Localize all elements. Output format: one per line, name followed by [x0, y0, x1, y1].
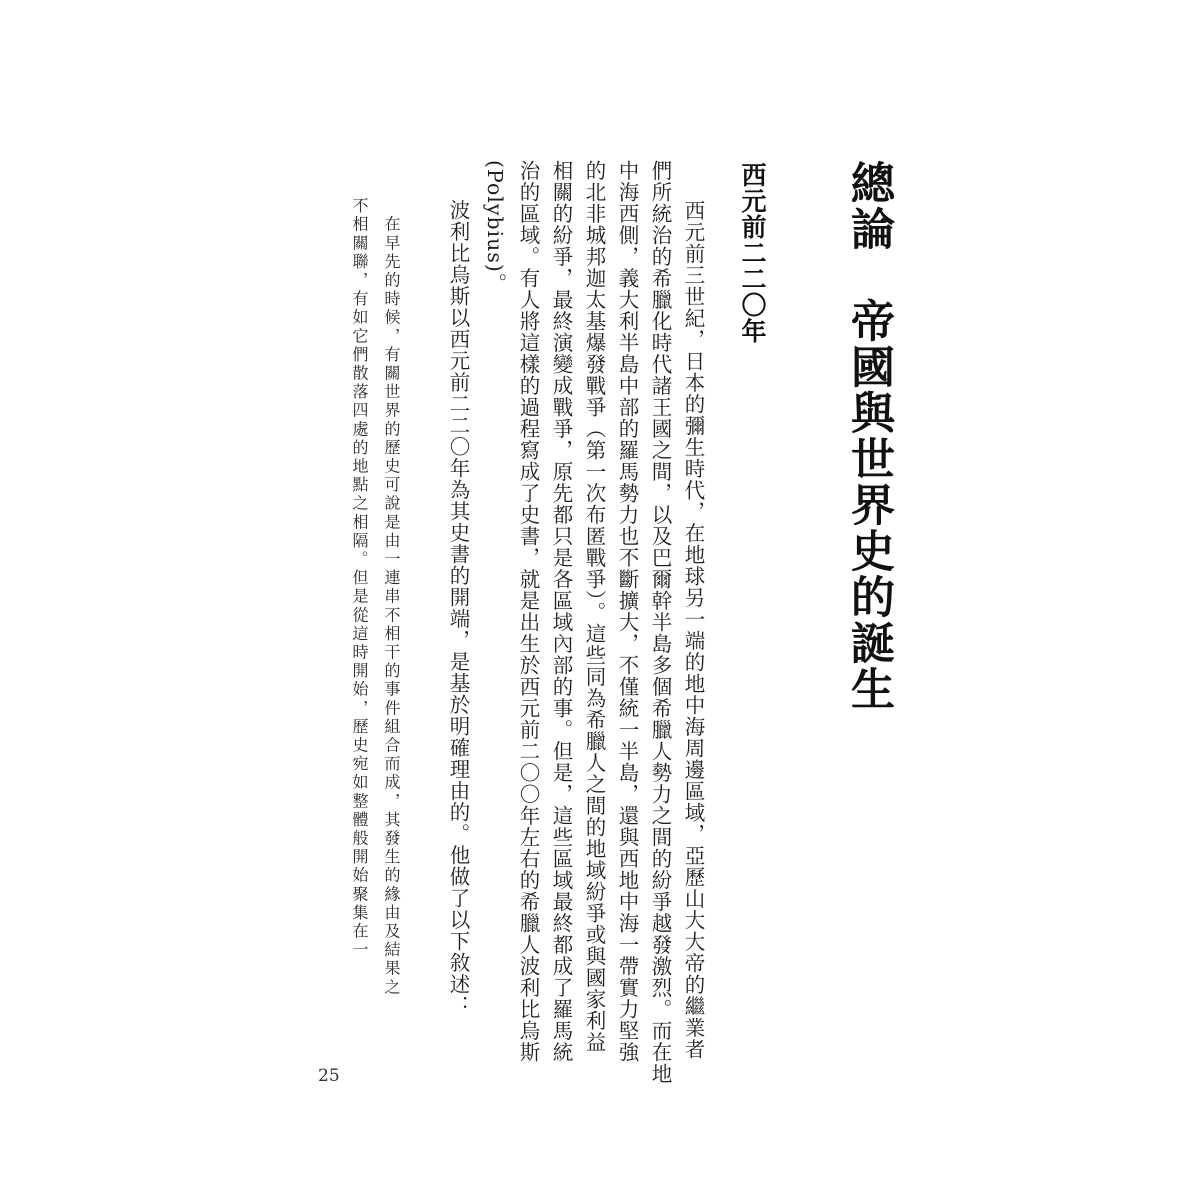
quote-line: 在早先的時候，有關世界的歷史可說是由一連串不相干的事件組合而成，其發生的緣由及結果之 — [382, 197, 401, 997]
body-line: 中海西側，義大利半島中部的羅馬勢力也不斷擴大，不僅統一半島，還與西地中海一帶實力堅強 — [615, 160, 639, 1063]
chapter-title: 總論 帝國與世界史的誕生 — [843, 160, 894, 712]
body-line: 的北非城邦迦太基爆發戰爭（第一次布匿戰爭）。這些同為希臘人之間的地域紛爭或與國家利益 — [582, 160, 606, 1053]
body-line: 波利比烏斯以西元前二二〇年為其史書的開端，是基於明確理由的。他做了以下敘述： — [446, 178, 470, 1017]
section-heading: 西元前二二〇年 — [738, 162, 767, 344]
body-line: 相關的紛爭，最終演變成戰爭，原先都只是各區域內部的事。但是，這些區域最終都成了羅馬統 — [549, 160, 573, 1063]
body-line: (Polybius)。 — [483, 160, 507, 295]
body-line: 們所統治的希臘化時代諸王國之間，以及巴爾幹半島多個希臘人勢力之間的紛爭越發激烈。而在地 — [648, 160, 672, 1085]
quote-line: 不相關聯，有如它們散落四處的地點之相隔。但是從這時開始，歷史宛如整體般開始聚集在一 — [350, 197, 369, 960]
page-number: 25 — [318, 1066, 340, 1086]
body-line: 西元前三世紀，日本的彌生時代，在地球另一端的地中海周邊區域，亞歷山大大帝的繼業者 — [681, 200, 705, 1060]
body-line: 治的區域。有人將這樣的過程寫成了史書，就是出生於西元前二〇〇年左右的希臘人波利比烏斯 — [516, 160, 540, 1063]
